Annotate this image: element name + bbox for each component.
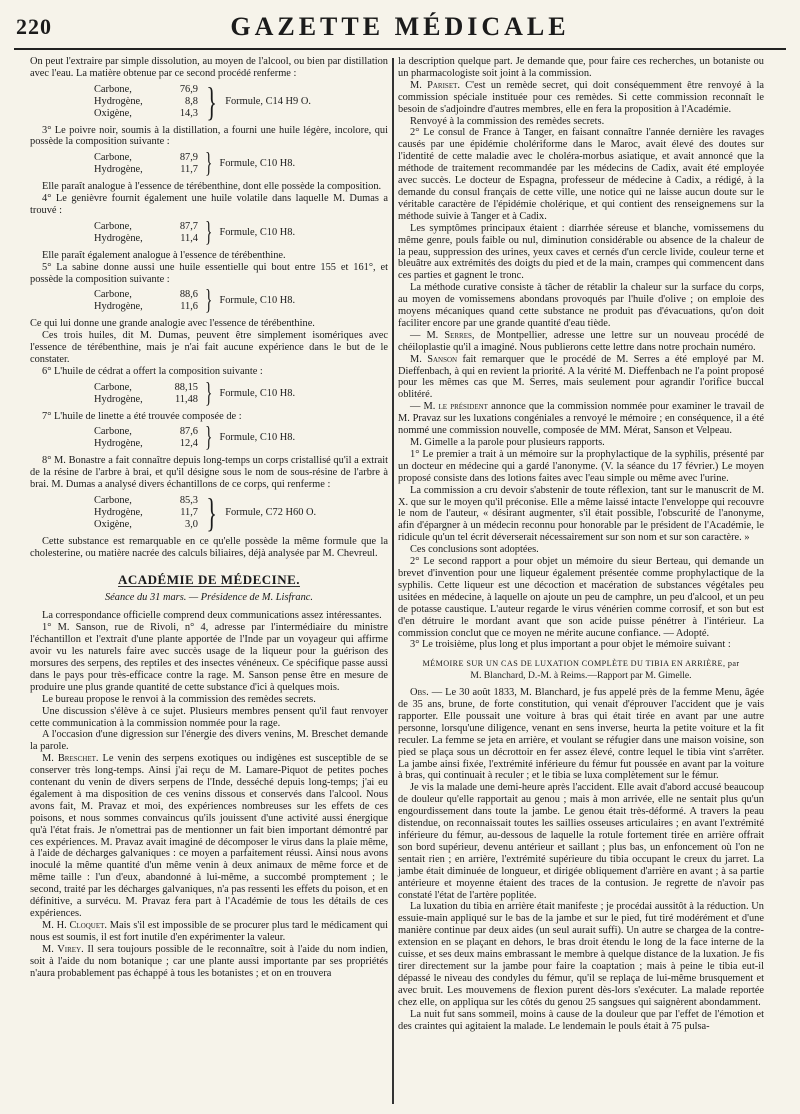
paragraph: Ce qui lui donne une grande analogie avec l'essence de térébenthine. <box>30 318 315 330</box>
paragraph: 6° L'huile de cédrat a offert la composition suivante : <box>42 365 263 377</box>
paragraph: 3° Le poivre noir, soumis à la distillation, a fourni une huile légère, incolore, qui possède la composition suivante : <box>30 124 388 148</box>
paragraph: Cette substance est remarquable en ce qu'elle possède la même formule que la cholesterine, ou matière nacrée des calculs biliaires, déjà analysée par M. Chevreul. <box>30 535 388 559</box>
memoir-heading: MÉMOIRE SUR UN CAS DE LUXATION COMPLÈTE DU TIBIA EN ARRIÈRE, par <box>422 659 740 669</box>
composition-rows <box>94 289 198 313</box>
brace-glyph: } <box>205 422 213 454</box>
speaker-name: M. Pariset. <box>410 79 460 91</box>
formula-text: Formule, C14 H9 O. <box>225 95 311 107</box>
brace-glyph: } <box>205 285 213 317</box>
element-name: Carbone, <box>94 495 132 506</box>
paragraph: 5° La sabine donne aussi une huile essentielle qui bout entre 155 et 161°, et possède la composition suivante : <box>30 261 388 285</box>
paragraph: 2° Le consul de France à Tanger, en faisant connaître l'année dernière les ravages causés par une épidémie cholériforme dans le Maroc, avait élevé des doutes sur l'identité de cette maladie avec le choléra-morbus asiatique, et avait annoncé que la méthode de traitement recommandée par les médecins de Cadix, avait été employée avec succès. Le docteur de Espagna, professeur de médecine à Cadix, a rédigé, à la demande du consul français de cette ville, une notice qui ne laisse aucun doute sur le véritable caractère de l'épidémie cholérique, et qui contient des renseignemens sur la méthode suivie à Tanger et à Cadix. <box>398 127 764 222</box>
element-row <box>94 301 198 313</box>
element-row <box>94 152 198 164</box>
masthead-title: GAZETTE MÉDICALE <box>230 12 570 41</box>
speaker-name: M. H. Cloquet. <box>42 919 108 931</box>
section-heading <box>30 571 388 588</box>
composition-rows <box>94 221 198 245</box>
seance-line: Séance du 31 mars. — Présidence de M. Lisfranc. <box>104 592 314 604</box>
composition-formula <box>94 148 388 180</box>
element-value: 87,7 <box>179 220 198 232</box>
paragraph: 4° Le genièvre fournit également une huile volatile dans laquelle M. Dumas a trouvé : <box>30 193 388 216</box>
paragraph: La commission a cru devoir s'abstenir de toute réflexion, tant sur le manuscrit de M. X. que sur le moyen qu'il préconise. Elle a même laissé intacte l'enveloppe qui recouvre le nom de l'auteur, « désirant augmenter, s'il était possible, l'obscurité de l'anonyme, afin d'épargner à un médecin reconnu pour honorable par le président de l'Académie, le ridicule qu'un tel écrit déverserait nécessairement sur son nom et sur son caractère. » <box>398 484 764 544</box>
element-row <box>94 108 198 120</box>
element-value: 87,6 <box>179 426 198 438</box>
element-value: 11,48 <box>175 393 198 405</box>
element-name: Carbone, <box>94 220 132 232</box>
paragraph: La méthode curative consiste à tâcher de rétablir la chaleur sur la surface du corps, au moyen de vomissemens abondans provoqués par l'huile d'olive ; on emploie des moyens mécaniques quand cette substance ne produit pas d'évacuations, qu'on doit faciliter encore par une grande quantité d'eau tiède. <box>398 282 764 329</box>
paragraph: 2° Le second rapport a pour objet un mémoire du sieur Berteau, qui demande un brevet d'invention pour une liqueur également présentée comme prophylactique de la syphilis. Cette liqueur est une décoction et macération de substances végétales peu usitées en médecine, à laquelle on ajoute un peu de camphre, un peu d'alcool, et un peu de potasse caustique. L'auteur regarde le virus vénérien comme corrosif, et son but est d'en détruire le mordant avant que son acide puisse pénétrer à l'intérieur. La commission conclut que ce moyen ne mérite aucune confiance. — Adopté. <box>398 556 764 639</box>
obs-text: — Le 30 août 1833, M. Blanchard, je fus appelé près de la femme Menu, âgée de 35 ans, brune, de forte constitution, qui venait d'éprouver l'accident que je vais rapporter. Elle poussait une voiture à bras qui était tirée en avant par une autre personne, lorsqu'une diligence, venant en sens inverse, heurta la petite voiture et la fit reculer. La femme se jeta en arrière, et voulant se réfugier dans une maison voisine, son pied se plaça sous un décrottoir en fer assez élevé, contre lequel le tibia vint s'arrêter. La jambe ainsi fixée, l'extrémité inférieure du fémur fut poussée en avant par la voiture à bras, qui continuait à reculer ; et le tibia se luxa complètement sur le fémur. <box>398 687 764 782</box>
formula-text: Formule, C10 H8. <box>219 432 296 444</box>
element-row <box>94 426 198 438</box>
element-name: Hydrogène, <box>94 95 143 107</box>
formula-text: Formule, C10 H8. <box>219 226 296 238</box>
element-name: Oxigène, <box>94 107 132 119</box>
brace-glyph: } <box>206 489 217 535</box>
column-rule <box>392 58 394 1104</box>
element-row <box>94 507 198 519</box>
element-name: Carbone, <box>94 381 132 393</box>
element-name: Carbone, <box>94 426 132 438</box>
element-value: 85,3 <box>179 495 198 506</box>
speaker-name: M. Breschet. <box>42 753 99 765</box>
element-row <box>94 519 198 531</box>
speech-text: fait remarquer que le procédé de M. Serres a été employé par M. Dieffenbach, à qui en revient la priorité. A la vérité M. Dieffenbach ne l'a point proposé pour les mêmes cas que M. Serres, mais seulement pour agrandir l'orifice buccal oblitéré. <box>398 353 765 401</box>
paragraph: Ces conclusions sont adoptées. <box>410 544 539 556</box>
element-value: 11,7 <box>180 164 198 176</box>
paragraph: 8° M. Bonastre a fait connaître depuis long-temps un corps cristallisé qu'il a extrait de la résine de l'arbre à brai, et qu'il désigne sous le nom de sous-résine de l'arbre à brai. M. Dumas a analysé divers échantillons de ce corps, qui renferme : <box>30 455 388 491</box>
formula-text: Formule, C10 H8. <box>219 387 296 399</box>
paragraph <box>30 920 388 944</box>
element-name: Hydrogène, <box>94 393 143 405</box>
composition-rows <box>94 152 198 176</box>
element-value: 14,3 <box>179 107 198 119</box>
element-name: Carbone, <box>94 83 132 95</box>
speaker-name: M. Virey. <box>42 943 84 955</box>
paragraph <box>398 330 764 354</box>
paragraph: Elle paraît analogue à l'essence de térébenthine, dont elle possède la composition. <box>42 181 382 193</box>
formula-text: Formule, C10 H8. <box>219 295 296 307</box>
paragraph <box>398 401 764 437</box>
paragraph: 7° L'huile de linette a été trouvée composée de : <box>42 410 242 422</box>
paragraph: M. Gimelle a la parole pour plusieurs rapports. <box>410 437 605 448</box>
paragraph: Ces trois huiles, dit M. Dumas, peuvent être simplement isomériques avec l'essence de térébenthine, mais je n'ai fait aucune expérience dans le but de le constater. <box>30 330 388 365</box>
element-value: 11,4 <box>180 232 198 244</box>
paragraph: La correspondance officielle comprend deux communications assez intéressantes. <box>42 610 382 622</box>
paragraph: 1° M. Sanson, rue de Rivoli, n° 4, adresse par l'intermédiaire du ministre l'échantillon et l'extrait d'une plante apportée de l'Inde par un voyageur qui affirme avoir vu les naturels faire avec succès usage de la liqueur pour la guérison des morsures des serpens, des reptiles et des insectes vénéneux. Ce spécifique passe aussi dans le pays pour très-efficace contre la rage. M. Sanson pense être en mesure de produire une plus grande quantité de cette substance d'ici à quelques mois. <box>30 622 388 693</box>
paragraph: Une discussion s'élève à ce sujet. Plusieurs membres pensent qu'il faut renvoyer cette communication à la commission nommée pour la rage. <box>30 705 388 729</box>
element-row <box>94 96 198 108</box>
element-value: 87,9 <box>179 152 198 164</box>
speech-text: Le venin des serpens exotiques ou indigènes est susceptible de se conserver très long-temps. Ainsi j'ai reçu de M. Lamare-Piquot de petites poches contenant du venin de divers serpens de l'Inde, desséché depuis long-temps; j'ai eu également à ma disposition de ces venins dissous et conservés dans l'alcool. Nous avons fait, M. Pravaz et moi, des expériences nombreuses sur les effets de ces poisons, et nous sommes convaincus qu'ils jouissent d'une activité aussi énergique qu'à l'état frais. Je n'omettrai pas de mentionner un fait bien important démontré par ces expériences. M. Pravaz avait imaginé de décomposer le virus dans la plaie même, à l'aide de décharges galvaniques : ce moyen a parfaitement réussi. Ainsi nous avons inoculé la même quantité d'un même venin à deux animaux de même force et de même taille : l'un d'eux, abandonné à lui-même, a succombé promptement ; le second, traité par les décharges galvaniques, n'a pas ressenti les effets du poison, et en définitive, a survécu. M. Pravaz fera part à l'Académie de tous les détails de ces expériences. <box>30 753 388 919</box>
academy-title: ACADÉMIE DE MÉDECINE. <box>117 571 301 587</box>
speaker-name: M. Sanson <box>410 353 458 365</box>
speech-text: Mais s'il est impossible de se procurer plus tard le médicament qui nous est soumis, il est fort inutile d'en expérimenter la valeur. <box>30 919 388 943</box>
speaker-name: — M. Serres, <box>410 329 475 341</box>
composition-formula <box>94 422 388 454</box>
brace-glyph: } <box>205 216 213 248</box>
composition-rows <box>94 495 198 531</box>
element-row <box>94 164 198 176</box>
element-value: 12,4 <box>179 438 198 450</box>
element-name: Carbone, <box>94 289 132 301</box>
paragraph <box>398 354 764 402</box>
speech-text: C'est un remède secret, qui doit conséquemment être renvoyé à la commission spéciale instituée pour ces remèdes. Si cette commission reconnaît le besoin de s'adjoindre d'autres membres, elle en fera la proposition à l'Académie. <box>398 79 764 115</box>
element-name: Hydrogène, <box>94 164 143 176</box>
element-row <box>94 382 198 394</box>
paragraph: Elle paraît également analogue à l'essence de térébenthine. <box>42 249 286 261</box>
element-value: 88,15 <box>174 381 198 393</box>
composition-formula <box>94 377 388 409</box>
memoir-title <box>398 658 764 682</box>
composition-formula <box>94 489 388 535</box>
composition-rows <box>94 382 198 406</box>
paragraph <box>30 944 388 980</box>
element-row <box>94 84 198 96</box>
composition-formula <box>94 216 388 248</box>
element-name: Hydrogène, <box>94 232 143 244</box>
element-row <box>94 233 198 245</box>
composition-formula <box>94 78 388 124</box>
paragraph <box>30 753 388 920</box>
memoir-byline: M. Blanchard, D.-M. à Reims.—Rapport par M. Gimelle. <box>470 670 692 682</box>
element-name: Hydrogène, <box>94 301 143 313</box>
speech-text: Il sera toujours possible de le reconnaître, soit à l'aide du nom indien, soit à l'aide du nom botanique ; car une plante aussi importante par ses propriétés n'aura probablement pas échappé à tous les botanistes ; et on en trouvera <box>30 943 389 979</box>
paragraph: La nuit fut sans sommeil, moins à cause de la douleur que par l'effet de l'émotion et des craintes qui agitaient la malade. Le lendemain le pouls était à 75 pulsa- <box>398 1008 764 1032</box>
formula-text: Formule, C72 H60 O. <box>225 506 317 518</box>
brace-glyph: } <box>205 377 213 409</box>
element-value: 8,8 <box>185 95 198 107</box>
element-row <box>94 289 198 301</box>
formula-text: Formule, C10 H8. <box>219 158 296 170</box>
left-column <box>30 56 388 979</box>
right-column <box>398 56 764 1032</box>
element-name: Carbone, <box>94 152 132 164</box>
paragraph: On peut l'extraire par simple dissolution, au moyen de l'alcool, ou bien par distillation avec l'eau. La matière obtenue par ce second procédé renferme : <box>30 56 388 79</box>
paragraph: 3° Le troisième, plus long et plus important a pour objet le mémoire suivant : <box>410 639 731 651</box>
element-name: Oxigène, <box>94 518 132 530</box>
speaker-name: — M. le président <box>410 401 488 413</box>
obs-label: Obs. <box>410 687 429 699</box>
paragraph <box>398 80 764 116</box>
paragraph: Le bureau propose le renvoi à la commission des remèdes secrets. <box>42 693 316 705</box>
paragraph: 1° Le premier a trait à un mémoire sur la prophylactique de la syphilis, présenté par un docteur en médecine qui a gardé l'anonyme. (V. la séance du 17 février.) Le moyen proposé consiste dans des lotions faites avec l'eau simple ou même avec l'urine. <box>398 448 764 484</box>
element-value: 11,7 <box>180 506 198 518</box>
element-value: 88,6 <box>179 289 198 301</box>
page-number: 220 <box>16 14 52 39</box>
paragraph: Les symptômes principaux étaient : diarrhée séreuse et blanche, vomissemens du même genre, pouls faible ou nul, diminution considérable ou absence de la chaleur de la peau, suppression des urines, yeux caves et cernés d'un cercle livide, couleur terne et bleuâtre aux extrémités des doigts du pied et de la main, crampes qui commencent dans ces parties et gagnent le tronc. <box>398 222 764 282</box>
element-row <box>94 438 198 450</box>
element-value: 3,0 <box>185 518 198 530</box>
paragraph: A l'occasion d'une digression sur l'énergie des divers venins, M. Breschet demande la parole. <box>30 729 388 753</box>
element-name: Hydrogène, <box>94 438 143 450</box>
paragraph: Renvoyé à la commission des remèdes secrets. <box>410 115 605 127</box>
element-row <box>94 495 198 507</box>
paragraph: La luxation du tibia en arrière était manifeste ; je procédai aussitôt à la réduction. Un essuie-main appliqué sur le bas de la jambe et sur le pied, fut tiré modérément et d'une manière continue par deux aides (un seul aurait suffi). Un autre se chargea de la contre-extension en se plaçant en dehors, le bras droit étendu le long de la face interne de la cuisse, et ses deux mains embrassant le membre à quelque distance de la luxation. Je fis tirer directement sur la jambe pour faire la coaptation ; mais à peine le tibia eut-il dépassé le niveau des condyles du fémur, qu'il se replaça de lui-même brusquement et avec bruit. Les mouvemens de flexion purent dès-lors s'exécuter. La malade reportée chez elle, on appliqua sur les côtés du genou 25 sangsues qui saignèrent abondamment. <box>398 901 764 1008</box>
page-header <box>14 8 786 50</box>
element-value: 11,6 <box>180 301 198 313</box>
element-row <box>94 221 198 233</box>
brace-glyph: } <box>205 148 213 180</box>
composition-formula <box>94 285 388 317</box>
speech-text: annonce que la commission nommée pour examiner le travail de M. Pravaz sur les luxations congéniales a renvoyé le mémoire ; en conséquence, il a été nommé une commission nouvelle, composée de MM. Mérat, Sanson et Velpeau. <box>398 401 765 437</box>
paragraph <box>398 687 764 782</box>
element-row <box>94 394 198 406</box>
paragraph: Je vis la malade une demi-heure après l'accident. Elle avait d'abord accusé beaucoup de douleur qu'elle rapportait au genou ; mais à mon arrivée, elle ne sentait plus qu'un engourdissement dans toute la jambe. Le genou était très-déformé. A travers la peau distendue, on reconnaissait toutes les saillies osseuses articulaires ; en avant l'extrémité inférieure du fémur, au-dessous de laquelle la rotule fortement tirée en arrière offrait son bord supérieur, devenu antérieur et saillant ; plus bas, un enfoncement où l'on ne sentait rien ; en arrière, l'extrémité supérieure du tibia occupant le creux du jarret. La jambe était diminuée de longueur, et dirigée obliquement d'arrière en avant ; à sa partie antérieure et moyenne étaient des traces de la contusion. Je regrette de n'avoir pas constaté l'état de l'artère poplitée. <box>398 782 764 901</box>
composition-rows <box>94 84 198 120</box>
speech-text: de Montpellier, adresse une lettre sur un nouveau procédé de chéiloplastie qu'il a imaginé. Nous publierons cette lettre dans notre prochain numéro. <box>398 329 764 353</box>
brace-glyph: } <box>206 78 217 124</box>
paragraph: la description quelque part. Je demande que, pour faire ces recherches, un botaniste ou un pharmacologiste soit joint à la commission. <box>398 56 764 79</box>
element-name: Hydrogène, <box>94 506 143 518</box>
element-value: 76,9 <box>179 83 198 95</box>
composition-rows <box>94 426 198 450</box>
